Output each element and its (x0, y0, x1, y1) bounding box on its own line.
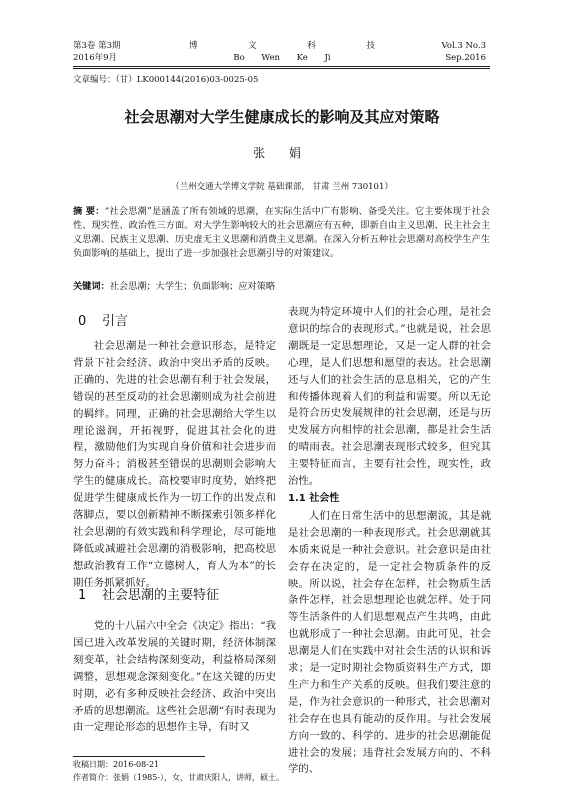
section-1-paragraph-right: 表现为特定环境中人们的社会心理，是社会意识的综合的表现形式。”也就是说，社会思潮既是一定思想理论，又是一定人群的社会心理，是人们思想和愿望的表达。社会思潮还与人们的社会生活的息息相关，它的产生和传播体现着人们的利益和需要。所以无论是符合历史发展规律的社会思潮，还是与历史发展方向相悖的社会思潮，都是社会生活的晴雨表。社会思潮表现形式较多，但究其主要特征而言，主要有社会性，现实性，政治性。 (288, 306, 491, 488)
left-column-section1 (73, 618, 276, 736)
left-column-intro (73, 338, 276, 592)
abstract-label: 摘 要： (73, 206, 105, 217)
footnote-rule (73, 756, 205, 757)
paper-title: 社会思潮对大学生健康成长的影响及其应对策略 (124, 108, 440, 126)
header-date-cn: 2016年9月 (73, 53, 118, 63)
keywords (73, 280, 490, 294)
header-date-en: Sep.2016 (445, 53, 486, 63)
header-volume-cn: 第3卷 第3期 (73, 41, 121, 51)
section-0-number: 0 (78, 314, 87, 329)
keywords-text: 社会思潮；大学生；负面影响；应对策略 (109, 281, 276, 292)
journal-name-cn: 博 文 科 技 (188, 41, 400, 51)
header-rule-bottom (73, 68, 490, 69)
subsection-1-1-heading (288, 491, 491, 508)
abstract (73, 205, 490, 261)
keywords-label: 关键词： (73, 281, 110, 292)
abstract-text: “社会思潮”是涵盖了所有领域的思潮，在实际生活中广有影响、备受关注。它主要体现于社会性、现实性、政治性三方面。对大学生影响较大的社会思潮应有五种，即新自由主义思潮、民主社会主义思潮、民族主义思潮、历史虚无主义思潮和消费主义思潮。在深入分析五种社会思潮对高校学生产生负面影响的基础上，提出了进一步加强社会思潮引导的对策建议。 (73, 206, 490, 259)
section-1-paragraph-left: 党的十八届六中全会《决定》指出：“我国已进入改革发展的关键时期，经济体制深刻变革，社会结构深刻变动，利益格局深刻调整，思想观念深刻变化。”在这关键的历史时期，必有多种反映社会经济、政治中突出矛盾的思想潮流。这些社会思潮“有时表现为由一定理论形态的思想作主导，有时又 (73, 620, 276, 734)
footnote-received: 收稿日期：2016-08-21 (73, 760, 160, 769)
footnote-author-bio: 作者简介：张娟（1985-），女，甘肃庆阳人，讲师，硕士。 (73, 773, 285, 782)
document-number: 文章编号：（甘）LK000144(2016)03-0025-05 (73, 75, 259, 85)
section-1-title: 社会思潮的主要特征 (102, 588, 220, 603)
paper-author: 张 娟 (253, 146, 311, 160)
subsection-1-1-number: 1.1 (288, 492, 306, 504)
section-0-title: 引言 (102, 314, 129, 329)
subsection-1-1-paragraph: 人们在日常生活中的思想潮流，其是就是社会思潮的一种表现形式。社会思潮就其本质来说是一种社会意识。社会意识是由社会存在决定的，是一定社会物质条件的反映。所以说，社会存在怎样，社会物质生活条件怎样，社会思想理论也就怎样。处于同等生活条件的人们思想观点产生共鸣，由此也就形成了一种社会思潮。由此可见，社会思潮是人们在实践中对社会生活的认识和诉求；是一定时期社会物质资料生产方式，即生产力和生产关系的反映。但我们要注意的是，作为社会意识的一种形式，社会思潮对社会存在也具有能动的反作用。与社会发展方向一致的、科学的、进步的社会思潮能促进社会的发展；违背社会发展方向的、不科学的、 (288, 509, 491, 776)
section-0-heading (78, 310, 128, 329)
author-affiliation: （兰州交通大学博文学院 基础课部， 甘肃 兰州 730101） (171, 182, 393, 192)
section-1-number: 1 (78, 588, 87, 603)
header-right (441, 40, 486, 64)
subsection-1-1-title: 社会性 (309, 492, 340, 504)
header-rule-top (73, 66, 490, 67)
right-column (288, 304, 491, 778)
journal-name-en: Bo Wen Ke Ji (233, 53, 331, 63)
section-1-heading (78, 584, 219, 603)
header-volume-en: Vol.3 No.3 (441, 41, 486, 51)
intro-paragraph: 社会思潮是一种社会意识形态，是特定背景下社会经济、政治中突出矛盾的反映。正确的、先进的社会思潮有利于社会发展，错误的甚至反动的社会思潮则成为社会前进的羁绊。同理，正确的社会思潮给大学生以理论滋润，开拓视野，促进其社会化的进程，激励他们为实现自身价值和社会进步而努力奋斗；消极甚至错误的思潮则会影响大学生的健康成长。高校要审时度势，始终把促进学生健康成长作为一切工作的出发点和落脚点，要以创新精神不断探索引领多样化社会思潮的有效实践和科学理论，尽可能地降低或减避社会思潮的消极影响，把高校思想政治教育工作“立德树人，育人为本”的长期任务抓紧抓好。 (73, 340, 276, 589)
